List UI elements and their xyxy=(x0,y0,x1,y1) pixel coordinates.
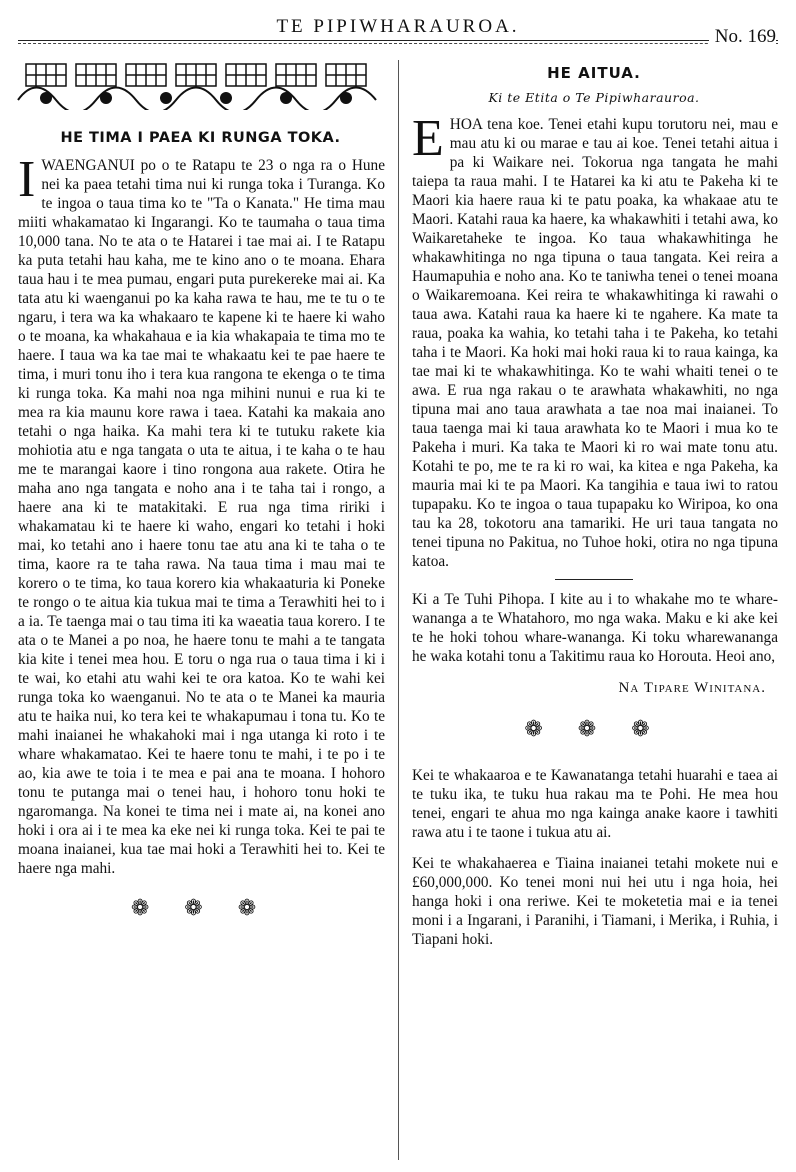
news-item-fish: Kei te whakaaroa e te Kawanatanga tetahi huarahi e taea ai te tuku ika, te tuku hua rakau ma te Pohi. He mea hou tenei, engari te ahua mo nga kainga anake kaore i tawhiti rawa atu i te taone i tukua atu ai. xyxy=(412,767,778,841)
column-divider xyxy=(398,60,399,1160)
news-item-loan: Kei te whakahaerea e Tiaina inaianei tetahi mokete nui e £60,000,000. Ko tenei moni nui hei utu i nga hoia, hei hanga hoki i ona reriwe. Kei te moketetia mai e ia tenei moni i a Ingarani, i Paranihi, i Tiamani, i Merika, i Ruhia, i Tiapani hoki. xyxy=(412,855,778,948)
article-body-accident xyxy=(404,110,784,571)
left-column xyxy=(8,58,393,921)
article-heading-accident: HE AITUA. xyxy=(547,64,641,82)
newspaper-title: TE PIPIWHARAUROA. xyxy=(18,16,778,38)
masthead-rule xyxy=(18,40,778,41)
drop-cap: I xyxy=(18,151,36,208)
fleuron-ornament: ❁ ❁ ❁ xyxy=(130,896,271,921)
masthead-rule-dashed xyxy=(18,43,778,44)
right-column xyxy=(404,58,784,949)
decorative-banner xyxy=(16,60,378,110)
article-heading-ship: HE TIMA I PAEA KI RUNGA TOKA. xyxy=(60,130,341,146)
signature: Na Tipare Winitana. xyxy=(618,680,766,696)
masthead xyxy=(18,12,778,52)
lead-word: WAENGANUI xyxy=(41,157,135,174)
letter-body: Ki a Te Tuhi Pihopa. I kite au i to whakahe mo te whare-wananga a te Whatahoro, mo nga waka. Maku e ki ake kei te he hoki tohou whare-wananga. Ki toku wharewananga he waka kotahi tonu a Takitimu raua ko Horouta. Heoi ano, xyxy=(412,591,778,665)
section-rule xyxy=(555,579,633,580)
byline: Ki te Etita o Te Pipiwharauroa. xyxy=(488,90,700,105)
drop-cap: E xyxy=(412,110,444,167)
issue-number: No. 169 xyxy=(709,26,776,48)
fleuron-ornament: ❁ ❁ ❁ xyxy=(524,717,664,742)
article-body-ship xyxy=(8,151,393,878)
article-text: po o te Ratapu te 23 o nga ra o Hune nei ka paea tetahi tima nui ki runga toka i Turanga. Ko te ingoa o taua tima ko te "Ta o Kanata." He tima mau miiti whakamatao ki Ingarangi. Ko te taumaha o taua tima 10,000 tana. No te ata o te Hatarei i tae mai ai. I te Ratapu ka puta tetahi hau kaha, me te kino ano o te moana. Ehara taua hau i te mea pumau, engari puta purekereke mai ai. Ka tata atu ki waenganui po ka kaha rawa te hau, me te tu o te ngaru, i tera wa ka whakaaro te kapene ki te haere ki waho o te moana, ka whakahaua e ia kia whakapaia te tima mo te haere. I taua wa ka tae mai te whakaatu kei te pae haere te tima, i muri tonu iho i tera kua rangona te ekenga o te tima ki runga toka. Ka mahi noa nga mihini nunui e rua ki te mea ra kia maunu kore rawa i taea. Katahi ka makaia ano tetahi o nga haika. Ka mahi tera ki te tutuku rakete kia mohiotia atu e nga tangata o uta te aitua, i te kaha o te hau me te marangai kaore i tino rongona aua rakete. Otira he maha ano nga tangata e noho ana i te taha tai i rongo, a haere ana ki te matakitaki. E rua nga tima ririki i whakamatau ki te haere ki waho, engari ko tetahi i hoki mai, ko tetahi ano i haere tonu tae atu ana ki te taha o te tima, kaore ra te taha rawa. Na taua tima i mau mai te korero o te tima, ko taua korero kia whakaaturia ki Poneke te rongo o te aitua kia tukua mai te tima a Terawhiti hei to i a ia. Te taenga mai o tau tima iti ka waeatia taua korero. I te ata o te Manei a po noa, he haere tonu te mahi a te tangata kia kite i tenei mea hou. E toru o nga rua o taua tima i ki i te wai, ko etahi atu wahi kei te ora katoa. Ko te wahi kei runga toka ko waenganui. No te ata o te Manei ka mauria atu te haika nui, ko tera kei te whakapumau i tona tu. Ko te mahi inaianei he whakahoki mai i nga utanga ki roto i te whare whakamatao. Kei te haere tonu te mahi, i te po i te ao, kia awe te toia i te mea e pai ana te moana. I hohoro tonu te putanga mai o tenei hau, i hohoro tonu hoki te ngaromanga. Na konei te tima nei i mate ai, na konei ano hoki i ora ai i te mea ka eke nei ki runga toka. Kei te pai te moana inaianei, kua tae mai hoki a Terawhiti hei to. Kei te haere nga mahi. xyxy=(18,157,385,877)
article-text: HOA tena koe. Tenei etahi kupu torutoru nei, mau e mau atu ki ou marae e tau ai koe. Tenei tetahi aitua i pa ki Waikare nei. Tokorua nga tangata he mahi taiepa ta raua mahi. I te Hatarei ka ki atu te Pakeha ki te Maori kia haere raua ki te patu poaka, ka whakaae atu te Maori. Katahi raua ka haere, ka whakawhiti i tetahi awa, ko Waikaretaheke te ingoa. Ko taua whakawhitinga he whakawhitinga no nga tipuna o taua tangata. Kei reira a Haumapuhia e noho ana. Ko te taniwha tenei o tenei moana o Waikaremoana. Kei reira te whakawhitinga ki rawahi o taua awa. Katahi raua ka haere ki te ngahere. Ka mate ta raua, poaka ka wahia, ko tetahi taha i te Pakeha, ko tetahi taha i te Maori. Ka hoki mai hoki raua ki to raua kainga, ka tae mai ki te whakawhitinga. Ko te wahi whaiti tenei o te awa. E rua nga rakau o te arawhata whakawhiti, no nga tipuna mai ano taua arawhata a tae noa mai inaianei. To taua taenga mai ki taua arawhata ko te Maori i mua ko te Pakeha i muri. Ka taka te Maori ki ro wai mate tonu atu. Kotahi te po, me te ra ki ro wai, ka kitea e nga Pakeha, ka mauria mai ki te pa Maori. Ka tangihia e taua iwi to ratou tupapaku. Ko te ingoa o taua tupapaku ko Wiripoa, ko ona tau ka 28, tokotoru ana tamariki. He uri taua tangata no tenei tipuna no Pakitua, no Tuhoe hoki, otira no nga tipuna katoa. xyxy=(412,116,778,570)
